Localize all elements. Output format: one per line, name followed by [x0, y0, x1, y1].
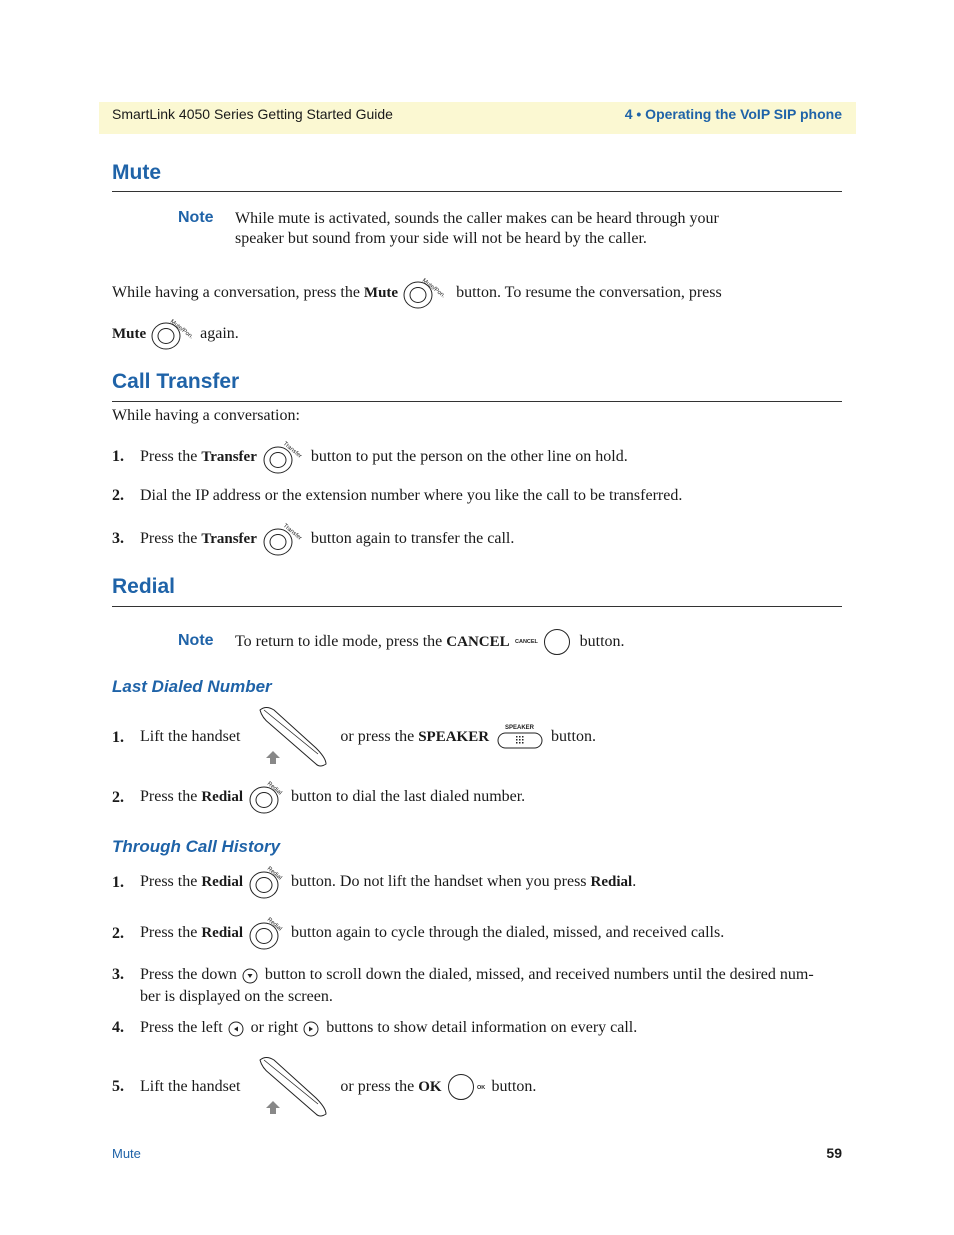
mute-button-icon — [402, 277, 452, 309]
text: Press the down — [140, 966, 237, 983]
button-name: CANCEL — [446, 633, 510, 650]
left-arrow-button-icon — [223, 1018, 249, 1038]
text: button to dial the last dialed number. — [291, 788, 526, 805]
mute-paragraph-line2 — [112, 318, 239, 350]
button-name: Mute — [363, 284, 399, 301]
svg-text:Redial: Redial — [265, 916, 283, 933]
svg-text:Mute/Pon.: Mute/Pon. — [420, 277, 447, 300]
text: button. — [579, 633, 625, 650]
handset-icon — [246, 1054, 334, 1120]
text: button to put the person on the other line on hold. — [310, 448, 628, 465]
text: Press the — [140, 788, 198, 805]
cancel-button-icon — [514, 627, 574, 657]
step-number: 4. — [112, 1019, 124, 1036]
redial-button-icon — [247, 780, 289, 814]
button-name: Transfer — [201, 530, 257, 547]
svg-text:CANCEL: CANCEL — [514, 639, 538, 645]
call-history-step-3-line1 — [140, 964, 814, 986]
text: While having a conversation, press the — [112, 284, 360, 301]
running-header-title: SmartLink 4050 Series Getting Started Guide — [112, 106, 393, 122]
text: button. — [491, 1078, 537, 1095]
button-name: OK — [418, 1078, 442, 1095]
transfer-button-icon — [261, 522, 307, 556]
text: To return to idle mode, press the — [235, 633, 443, 650]
svg-text:Redial: Redial — [265, 865, 283, 882]
step-number: 3. — [112, 966, 124, 983]
section-rule — [112, 191, 842, 192]
text: Lift the handset — [140, 1078, 241, 1095]
note-text: While mute is activated, sounds the caller makes can be heard through your speaker but sound from your side will not be heard by the caller. — [235, 210, 719, 247]
button-name: Redial — [590, 873, 633, 890]
text: Press the — [140, 448, 198, 465]
text: or press the — [340, 728, 415, 745]
note-label: Note — [178, 632, 214, 649]
text: . — [632, 873, 637, 890]
step-number: 2. — [112, 925, 124, 942]
step-number: 5. — [112, 1078, 124, 1095]
step-number: 2. — [112, 487, 124, 504]
mute-button-icon — [150, 318, 200, 350]
text: Press the — [140, 530, 198, 547]
text: button. To resume the conversation, press — [456, 284, 722, 301]
text: Dial the IP address or the extension number where you like the call to be transferred. — [140, 487, 683, 504]
text: or right — [250, 1019, 299, 1036]
text: button. Do not lift the handset when you press — [291, 873, 587, 890]
svg-text:Transfer: Transfer — [281, 440, 303, 460]
footer-section-name: Mute — [112, 1146, 141, 1161]
svg-text:Mute/Pon.: Mute/Pon. — [168, 318, 195, 341]
svg-text:Transfer: Transfer — [281, 522, 303, 542]
text: button to scroll down the dialed, missed, and received numbers until the desired num- — [264, 966, 814, 983]
transfer-step-3 — [140, 522, 514, 556]
speaker-button-icon — [493, 722, 549, 752]
mute-paragraph-line1 — [112, 277, 722, 309]
subsection-title-call-history: Through Call History — [112, 837, 281, 856]
step-number: 3. — [112, 530, 124, 547]
right-arrow-button-icon — [298, 1018, 324, 1038]
transfer-button-icon — [261, 440, 307, 474]
svg-text:SPEAKER: SPEAKER — [505, 725, 535, 731]
svg-text:Redial: Redial — [265, 780, 283, 797]
section-rule — [112, 401, 842, 402]
call-history-step-1 — [140, 865, 636, 899]
text: Press the left — [140, 1019, 223, 1036]
button-name: Transfer — [201, 448, 257, 465]
call-history-step-2 — [140, 916, 724, 950]
section-title-mute: Mute — [112, 161, 161, 184]
text: Press the — [140, 873, 198, 890]
section-title-redial: Redial — [112, 575, 176, 598]
down-arrow-button-icon — [237, 965, 263, 985]
text: or press the — [340, 1078, 415, 1095]
button-name: Redial — [201, 924, 243, 941]
text: Lift the handset — [140, 728, 241, 745]
handset-icon — [246, 704, 334, 770]
ok-button-icon — [446, 1072, 490, 1102]
step-number: 2. — [112, 789, 124, 806]
button-name: Mute — [112, 325, 147, 342]
redial-note-text — [235, 627, 625, 657]
call-history-step-3-line2: ber is displayed on the screen. — [140, 988, 333, 1005]
step-number: 1. — [112, 729, 124, 746]
button-name: SPEAKER — [418, 728, 490, 745]
text: Press the — [140, 924, 198, 941]
text: again. — [200, 325, 239, 342]
text: buttons to show detail information on every call. — [326, 1019, 638, 1036]
section-rule — [112, 606, 842, 607]
text: button again to transfer the call. — [310, 530, 515, 547]
last-dialed-step-1 — [140, 704, 596, 770]
text: button. — [551, 728, 596, 745]
subsection-title-last-dialed: Last Dialed Number — [112, 677, 272, 696]
transfer-step-1 — [140, 440, 628, 474]
redial-button-icon — [247, 865, 289, 899]
button-name: Redial — [201, 788, 243, 805]
page-number: 59 — [826, 1145, 842, 1161]
call-history-step-4 — [140, 1017, 637, 1039]
step-number: 1. — [112, 448, 124, 465]
call-history-step-5 — [140, 1054, 536, 1120]
transfer-step-2 — [140, 485, 682, 507]
running-header-chapter: 4 • Operating the VoIP SIP phone — [624, 106, 842, 122]
button-name: Redial — [201, 873, 243, 890]
last-dialed-step-2 — [140, 780, 525, 814]
svg-text:OK: OK — [476, 1085, 485, 1091]
transfer-intro: While having a conversation: — [112, 407, 300, 424]
step-number: 1. — [112, 874, 124, 891]
redial-button-icon — [247, 916, 289, 950]
note-label: Note — [178, 209, 214, 226]
text: button again to cycle through the dialed, missed, and received calls. — [291, 924, 725, 941]
section-title-call-transfer: Call Transfer — [112, 370, 240, 393]
